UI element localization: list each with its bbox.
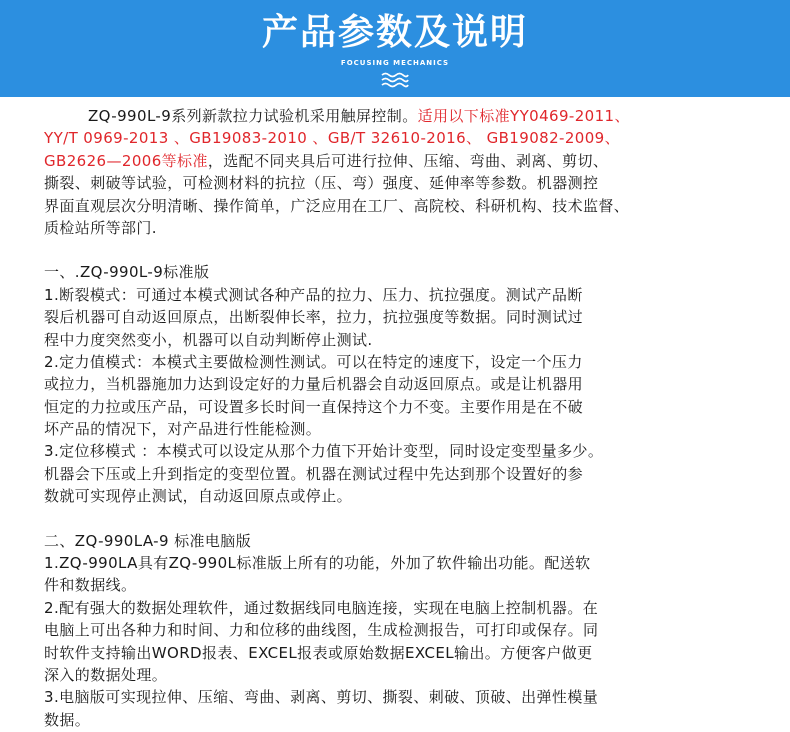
product-description <box>44 105 784 731</box>
intro-text: ，选配不同夹具后可进行拉伸、压缩、弯曲、剥离、剪切、 <box>207 151 609 170</box>
section1-line: 恒定的力拉或压产品，可设置多长时间一直保持这个力不变。主要作用是在不破 <box>44 397 584 416</box>
section2-line: 深入的数据处理。 <box>44 665 168 684</box>
section1-line: 机器会下压或上升到指定的变型位置。机器在测试过程中先达到那个设置好的参 <box>44 464 584 483</box>
section1-line: 程中力度突然变小，机器可以自动判断停止测试. <box>44 330 373 349</box>
section1-line: 或拉力，当机器施加力达到设定好的力量后机器会自动返回原点。或是让机器用 <box>44 375 584 394</box>
section2-line: 数据。 <box>44 710 91 729</box>
intro-line <box>44 150 784 172</box>
standards-text: 适用以下标准YY0469-2011、 <box>417 107 630 125</box>
intro-line: 撕裂、刺破等试验，可检测材料的抗拉（压、弯）强度、延伸率等参数。机器测控 <box>44 174 599 193</box>
section1-line: 裂后机器可自动返回原点，出断裂伸长率，拉力，抗拉强度等数据。同时测试过 <box>44 308 584 327</box>
section2-line: 1.ZQ-990LA具有ZQ-990L标准版上所有的功能，外加了软件输出功能。配送软 <box>44 554 591 573</box>
section-heading-standard: 一、.ZQ-990L-9标准版 <box>44 263 210 282</box>
page-subtitle: FOCUSING MECHANICS <box>340 59 450 67</box>
section1-line: 2.定力值模式：本模式主要做检测性测试。可以在特定的速度下，设定一个压力 <box>44 352 583 371</box>
header-banner <box>0 0 790 97</box>
intro-line: 质检站所等部门. <box>44 218 157 237</box>
standards-text: GB2626—2006等标准 <box>44 151 208 170</box>
section2-line: 时软件支持输出WORD报表、EXCEL报表或原始数据EXCEL输出。方便客户做更 <box>44 643 593 662</box>
section1-line: 坏产品的情况下，对产品进行性能检测。 <box>44 420 322 439</box>
intro-line <box>44 105 784 127</box>
section2-line: 3.电脑版可实现拉伸、压缩、弯曲、剥离、剪切、撕裂、刺破、顶破、出弹性模量 <box>44 688 599 707</box>
page-title: 产品参数及说明 <box>261 12 528 53</box>
wave-icon <box>381 71 409 89</box>
section2-line: 2.配有强大的数据处理软件，通过数据线同电脑连接，实现在电脑上控制机器。在 <box>44 598 599 617</box>
standards-line: YY/T 0969-2013 、GB19083-2010 、GB/T 32610-2016、 GB19082-2009、 <box>44 129 621 148</box>
section2-line: 件和数据线。 <box>44 576 137 595</box>
section-heading-computer: 二、ZQ-990LA-9 标准电脑版 <box>44 531 252 550</box>
section1-line: 1.断裂模式：可通过本模式测试各种产品的拉力、压力、抗拉强度。测试产品断 <box>44 285 583 304</box>
section1-line: 3.定位移模式 ：本模式可以设定从那个力值下开始计变型，同时设定变型量多少。 <box>44 442 604 461</box>
intro-text: ZQ-990L-9系列新款拉力试验机采用触屏控制。 <box>88 107 418 125</box>
intro-line: 界面直观层次分明清晰、操作简单，广泛应用在工厂、高院校、科研机构、技术监督、 <box>44 196 630 215</box>
section1-line: 数就可实现停止测试，自动返回原点或停止。 <box>44 487 353 506</box>
section2-line: 电脑上可出各种力和时间、力和位移的曲线图，生成检测报告，可打印或保存。同 <box>44 621 599 640</box>
